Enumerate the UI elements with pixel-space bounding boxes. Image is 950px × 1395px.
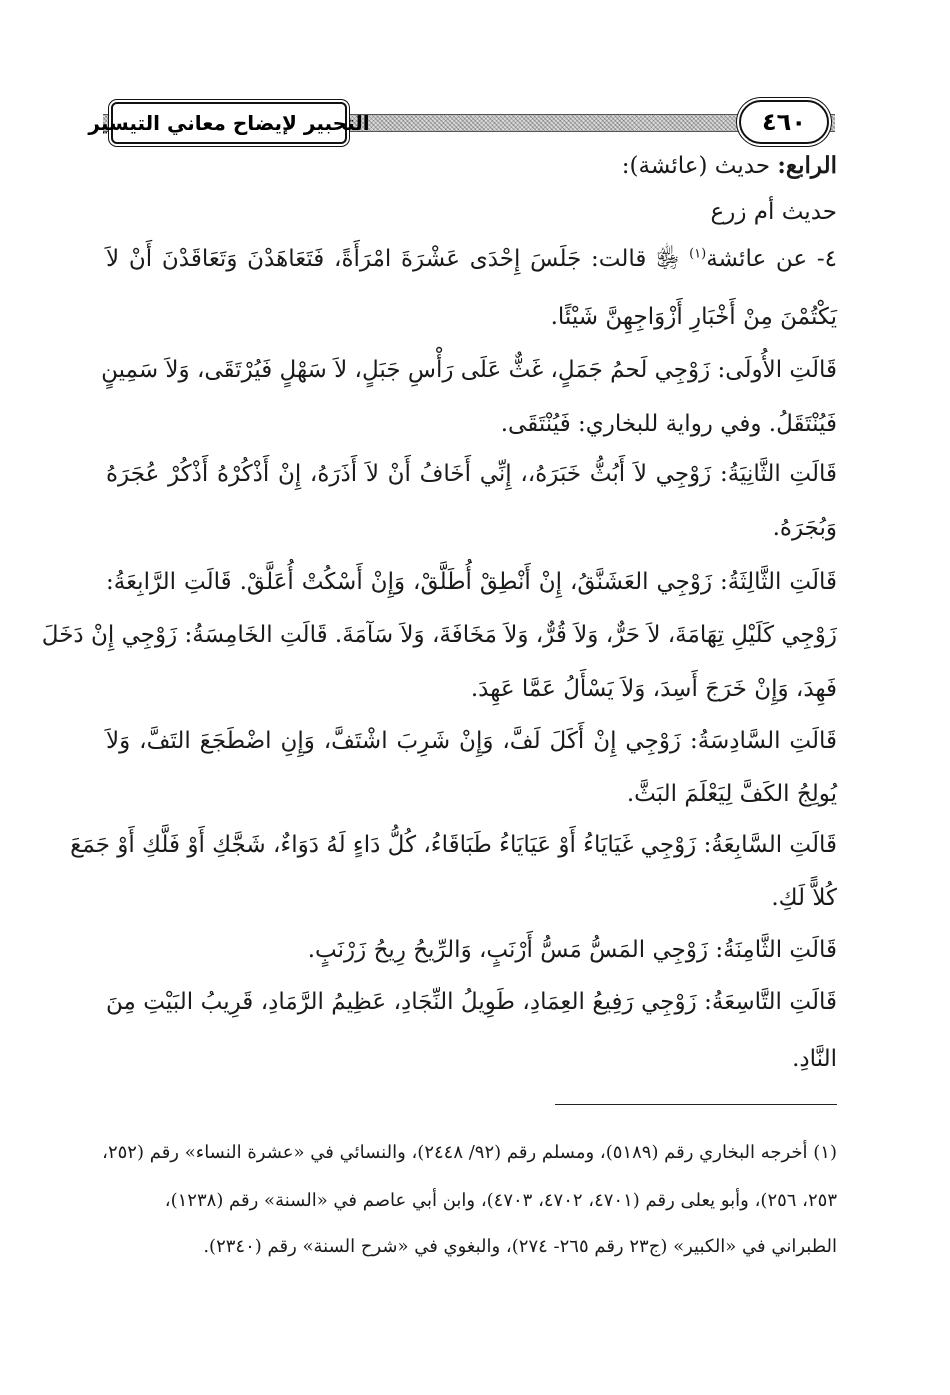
- footnote-separator: [555, 1104, 837, 1105]
- text-line-9: فَهِدَ، وَإِنْ خَرَجَ أَسِدَ، وَلاَ يَسْأَلُ عَمَّا عَهِدَ.: [470, 676, 837, 702]
- text-line-2: يَكْتُمْنَ مِنْ أَخْبَارِ أَزْوَاجِهِنَّ شَيْئًا.: [550, 304, 837, 330]
- footnote-line-1: (١) أخرجه البخاري رقم (٥١٨٩)، ومسلم رقم (٩٢/ ٢٤٤٨)، والنسائي في «عشرة النساء» رقم (٢٥٢،: [102, 1142, 837, 1163]
- text-line-7: قَالَتِ الثَّالِثَةُ: زَوْجِي العَشَنَّقُ، إِنْ أَنْطِقْ أُطَلَّقْ، وَإِنْ أَسْكُتْ أُعَلَّقْ. قَالَتِ الرَّابِعَةُ:: [106, 569, 837, 595]
- text-line-6: وَبُجَرَهُ.: [772, 515, 837, 541]
- book-title: التحبير لإيضاح معاني التيسير: [111, 102, 347, 144]
- text-line-5: قَالَتِ الثَّانِيَةُ: زَوْجِي لاَ أَبُثُّ خَبَرَهُ،، إِنِّي أَخَافُ أَنْ لاَ أَذَرَهُ، إِنْ أَذْكُرْهُ أَذْكُرْ عُجَرَهُ: [106, 461, 837, 487]
- text-line-13: كُلاًّ لَكِ.: [771, 885, 837, 911]
- text-line-15: قَالَتِ التَّاسِعَةُ: زَوْجِي رَفِيعُ العِمَادِ، طَوِيلُ النِّجَادِ، عَظِيمُ الرَّمَادِ، قَرِيبُ البَيْتِ مِنَ: [106, 989, 837, 1015]
- text-line-14: قَالَتِ الثَّامِنَةُ: زَوْجِي المَسُّ مَسُّ أَرْنَبٍ، وَالرِّيحُ رِيحُ زَرْنَبٍ.: [307, 937, 837, 963]
- footnote-line-2: ٢٥٣، ٢٥٦)، وأبو يعلى رقم (٤٧٠١، ٤٧٠٢، ٤٧٠٣)، وابن أبي عاصم في «السنة» رقم (١٢٣٨)،: [164, 1190, 837, 1211]
- text-line-11: يُولِجُ الكَفَّ لِيَعْلَمَ البَثَّ.: [626, 781, 837, 807]
- text-line-1-start: ٤- عن عائشة: [706, 246, 838, 272]
- text-line-1: [106, 246, 837, 274]
- text-line-16: النَّادِ.: [792, 1046, 837, 1072]
- section-heading: [622, 152, 837, 181]
- text-line-12: قَالَتِ السَّابِعَةُ: زَوْجِي غَيَايَاءُ أَوْ عَيَايَاءُ طَبَاقَاءُ، كُلُّ دَاءٍ لَهُ دَوَاءٌ، شَجَّكِ أَوْ فَلَّكِ أَوْ جَمَعَ: [70, 832, 837, 858]
- text-line-10: قَالَتِ السَّادِسَةُ: زَوْجِي إِنْ أَكَلَ لَفَّ، وَإِنْ شَرِبَ اشْتَفَّ، وَإِنِ اضْطَجَعَ التَفَّ، وَلاَ: [106, 728, 837, 754]
- section-label: الرابع:: [777, 152, 837, 179]
- page-number: ٤٦٠: [739, 100, 829, 144]
- section-title: حديث (عائشة):: [621, 153, 771, 179]
- subheading: حديث أم زرع: [710, 199, 837, 225]
- text-line-1-end: ﵂ قالت: جَلَسَ إِحْدَى عَشْرَةَ امْرَأَةً، فَتَعَاهَدْنَ وَتَعَاقَدْنَ أَنْ لاَ: [106, 246, 690, 272]
- running-header: [88, 100, 835, 146]
- text-line-3: قَالَتِ الأُولَى: زَوْجِي لَحمُ جَمَلٍ، غَثٌّ عَلَى رَأْسِ جَبَلٍ، لاَ سَهْلٍ فَيُرْتَقَى، وَلاَ سَمِينٍ: [101, 357, 837, 383]
- footnote-line-3: الطبراني في «الكبير» (ج٢٣ رقم ٢٦٥- ٢٧٤)، والبغوي في «شرح السنة» رقم (٢٣٤٠).: [203, 1236, 837, 1257]
- footnote-reference: (١): [689, 246, 707, 262]
- text-line-4: فَيُنْتَقَلُ. وفي رواية للبخاري: فَيُنْتَقَى.: [500, 411, 837, 437]
- text-line-8: زَوْجِي كَلَيْلِ تِهَامَةَ، لاَ حَرٌّ، وَلاَ قُرٌّ، وَلاَ مَخَافَةَ، وَلاَ سَآمَةَ. قَالَتِ الخَامِسَةُ: زَوْجِي إِنْ دَخَلَ: [41, 622, 837, 648]
